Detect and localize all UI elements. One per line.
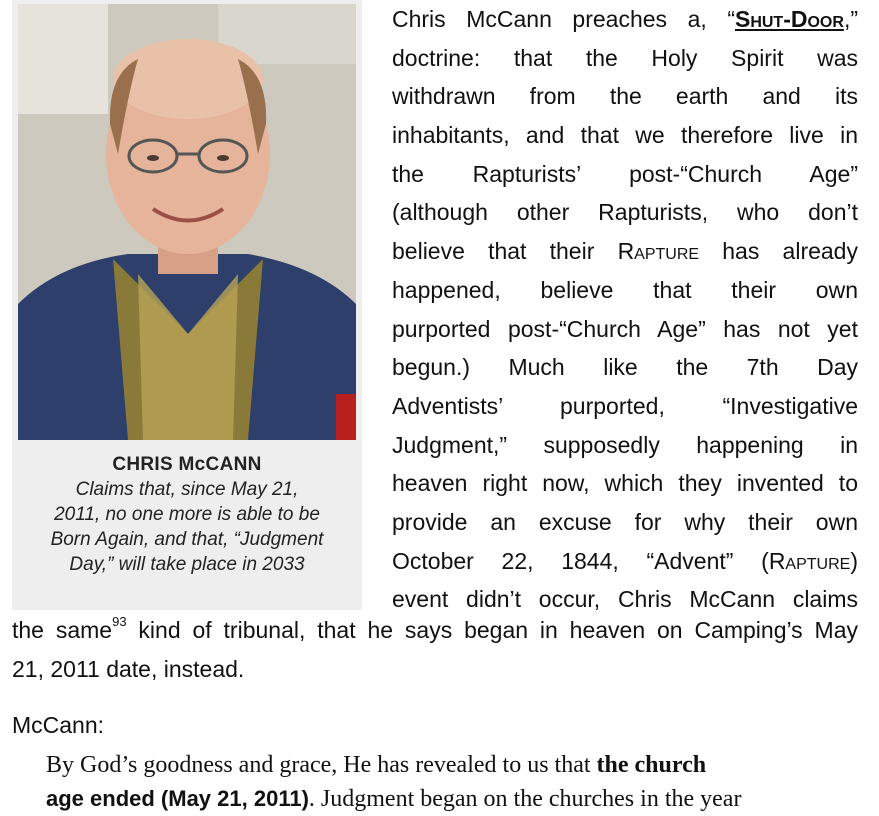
text-line: Judgment,” supposedly happening in [392,431,858,458]
text-line: 21, 2011 date, instead. [12,655,245,682]
text-line: event didn’t occur, Chris McCann claims [392,586,858,613]
speaker-label: McCann: [12,712,105,738]
text-line: Chris McCann preaches a, “Shut-Door,” [392,6,858,32]
portrait-illustration [18,4,356,440]
footnote-ref: 93 [112,614,127,630]
caption-line: 2011, no one more is able to be [54,504,320,525]
text-line: October 22, 1844, “Advent” (Rapture) [392,547,858,574]
shut-door-term: Shut-Door [734,6,844,32]
caption-line: Born Again, and that, “Judgment [50,529,324,550]
caption-line: Claims that, since May 21, [75,479,299,500]
text-line: (although other Rapturists, who don’t [392,199,858,226]
caption-name: CHRIS McCANN [112,454,262,475]
text-line: heaven right now, which they invented to [392,470,858,497]
text-line: inhabitants, and that we therefore live in [392,122,858,149]
quote-line: By God’s goodness and grace, He has revealed to us that the church [46,752,707,778]
text-line: Adventists’ purported, “Investigative [392,392,858,419]
text-line: the Rapturists’ post-“Church Age” [392,160,858,187]
quote-line: age ended (May 21, 2011). Judgment began on the churches in the year [46,786,742,812]
text-line: withdrawn from the earth and its [392,83,858,110]
text-line: provide an excuse for why their own [392,508,858,535]
text-line: believe that their Rapture has already [392,238,858,265]
text-line: purported post-“Church Age” has not yet [392,315,858,342]
rapture-term: Rapture [617,238,700,265]
text-line: doctrine: that the Holy Spirit was [392,44,858,71]
text-line: the same$^{93}$ kind of tribunal, that he says began in heaven on Camping’s May [12,614,858,643]
rapture-term: Rapture [768,547,851,574]
portrait-photo [18,4,356,440]
full-width-paragraph [12,611,858,688]
photo-caption [12,452,362,577]
caption-line: Day,” will take place in 2033 [69,554,305,575]
quote-emphasis: age ended (May 21, 2011) [46,786,309,811]
wrapped-paragraph [392,0,858,619]
photo-figure [12,0,362,610]
quote-emphasis: the church [596,752,707,778]
block-quote [46,748,836,816]
text-line: begun.) Much like the 7th Day [392,354,858,381]
text-line: happened, believe that their own [392,276,858,303]
